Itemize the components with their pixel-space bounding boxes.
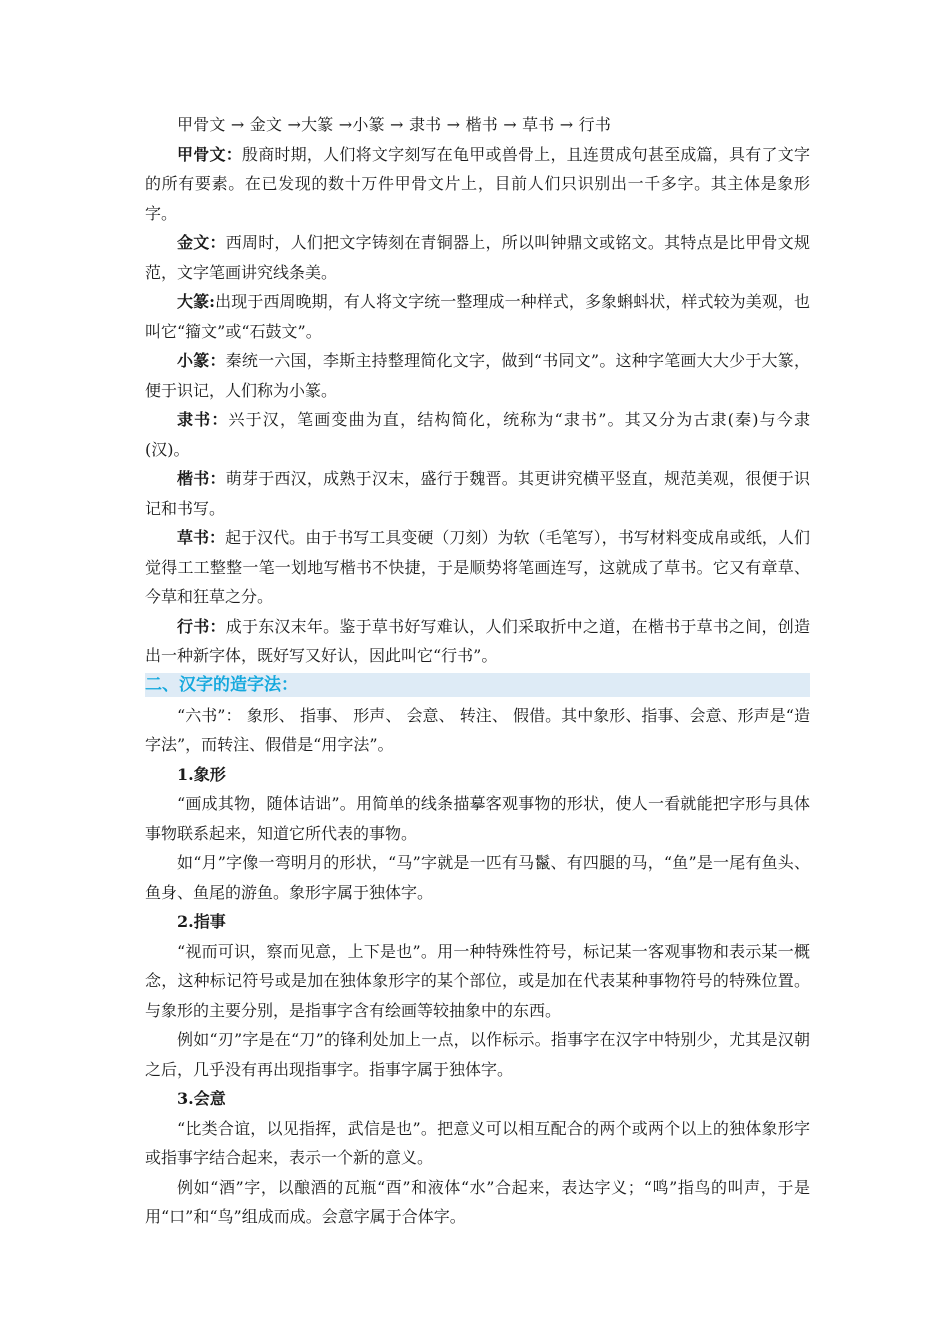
script-paragraph-kaishu [145,464,810,523]
term-description: 西周时，人们把文字铸刻在青铜器上，所以叫钟鼎文或铭文。其特点是比甲骨文规范，文字笔画讲究线条美。 [145,233,810,282]
term-label: 金文： [177,233,226,252]
term-description: 起于汉代。由于书写工具变硬（刀刻）为软（毛笔写），书写材料变成帛或纸，人们觉得工工整整一笔一划地写楷书不快捷，于是顺势将笔画连写，这就成了草书。它又有章草、今草和狂草之分。 [145,528,810,606]
method-heading-huiyi: 3.会意 [177,1089,226,1108]
method-paragraph: “视而可识，察而见意，上下是也”。用一种特殊性符号，标记某一客观事物和表示某一概念，这种标记符号或是加在独体象形字的某个部位，或是加在代表某种事物符号的特殊位置。与象形的主要分别，是指事字含有绘画等较抽象中的东西。 [145,941,810,1020]
method-paragraph: 例如“刃”字是在“刀”的锋利处加上一点，以作标示。指事字在汉字中特别少，尤其是汉朝之后，几乎没有再出现指事字。指事字属于独体字。 [145,1030,810,1079]
term-description: 出现于西周晚期，有人将文字统一整理成一种样式，多象蝌蚪状，样式较为美观，也叫它“籀文”或“石鼓文”。 [145,292,810,341]
method-paragraph: 例如“酒”字，以酿酒的瓦瓶“酉”和液体“水”合起来，表达字义；“鸣”指鸟的叫声，于是用“口”和“鸟”组成而成。会意字属于合体字。 [145,1177,810,1226]
term-description: 萌芽于西汉，成熟于汉末，盛行于魏晋。其更讲究横平竖直，规范美观，很便于识记和书写。 [145,469,810,518]
method-paragraph: “画成其物，随体诘诎”。用简单的线条描摹客观事物的形状，使人一看就能把字形与具体事物联系起来，知道它所代表的事物。 [145,794,810,843]
script-paragraph-caoshu [145,523,810,612]
script-paragraph-lishu [145,405,810,464]
term-description: 殷商时期，人们将文字刻写在龟甲或兽骨上，且连贯成句甚至成篇，具有了文字的所有要素。在已发现的数十万件甲骨文片上，目前人们只识别出一千多字。其主体是象形字。 [145,144,810,223]
script-paragraph-jinwen [145,228,810,287]
liushu-intro: “六书”： 象形、 指事、 形声、 会意、 转注、 假借。其中象形、指事、会意、形声是“造字法”，而转注、假借是“用字法”。 [145,705,810,754]
term-label: 甲骨文： [177,144,242,164]
term-description: 秦统一六国，李斯主持整理简化文字，做到“书同文”。这种字笔画大大少于大篆，便于识记，人们称为小篆。 [145,351,810,400]
term-label: 行书： [177,616,226,636]
section-heading: 二、汉字的造字法： [145,673,810,697]
method-heading-zhishi: 2.指事 [177,912,226,931]
term-label: 草书： [177,528,226,547]
term-label: 楷书： [177,469,226,488]
method-paragraph: “比类合谊，以见指挥，武信是也”。把意义可以相互配合的两个或两个以上的独体象形字或指事字结合起来，表示一个新的意义。 [145,1118,810,1167]
script-evolution-line: 甲骨文 → 金文 →大篆 →小篆 → 隶书 → 楷书 → 草书 → 行书 [177,115,612,134]
method-paragraph: 如“月”字像一弯明月的形状，“马”字就是一匹有马鬣、有四腿的马，“鱼”是一尾有鱼头、鱼身、鱼尾的游鱼。象形字属于独体字。 [145,853,810,902]
term-label: 小篆： [177,351,226,370]
term-label: 隶书： [177,410,229,429]
term-description: 成于东汉末年。鉴于草书好写难认，人们采取折中之道，在楷书于草书之间，创造出一种新字体，既好写又好认，因此叫它“行书”。 [145,616,810,665]
method-heading-xiangxing: 1.象形 [177,764,226,784]
term-label: 大篆: [177,292,216,311]
script-paragraph-xingshu [145,612,810,671]
script-paragraph-xiaozhuan [145,346,810,405]
term-description: 兴于汉，笔画变曲为直，结构简化，统称为“隶书”。其又分为古隶(秦)与今隶(汉)。 [145,410,810,459]
script-paragraph-dazhuan [145,287,810,346]
script-paragraph-jiaguwen [145,140,810,229]
document-body [145,110,810,1232]
